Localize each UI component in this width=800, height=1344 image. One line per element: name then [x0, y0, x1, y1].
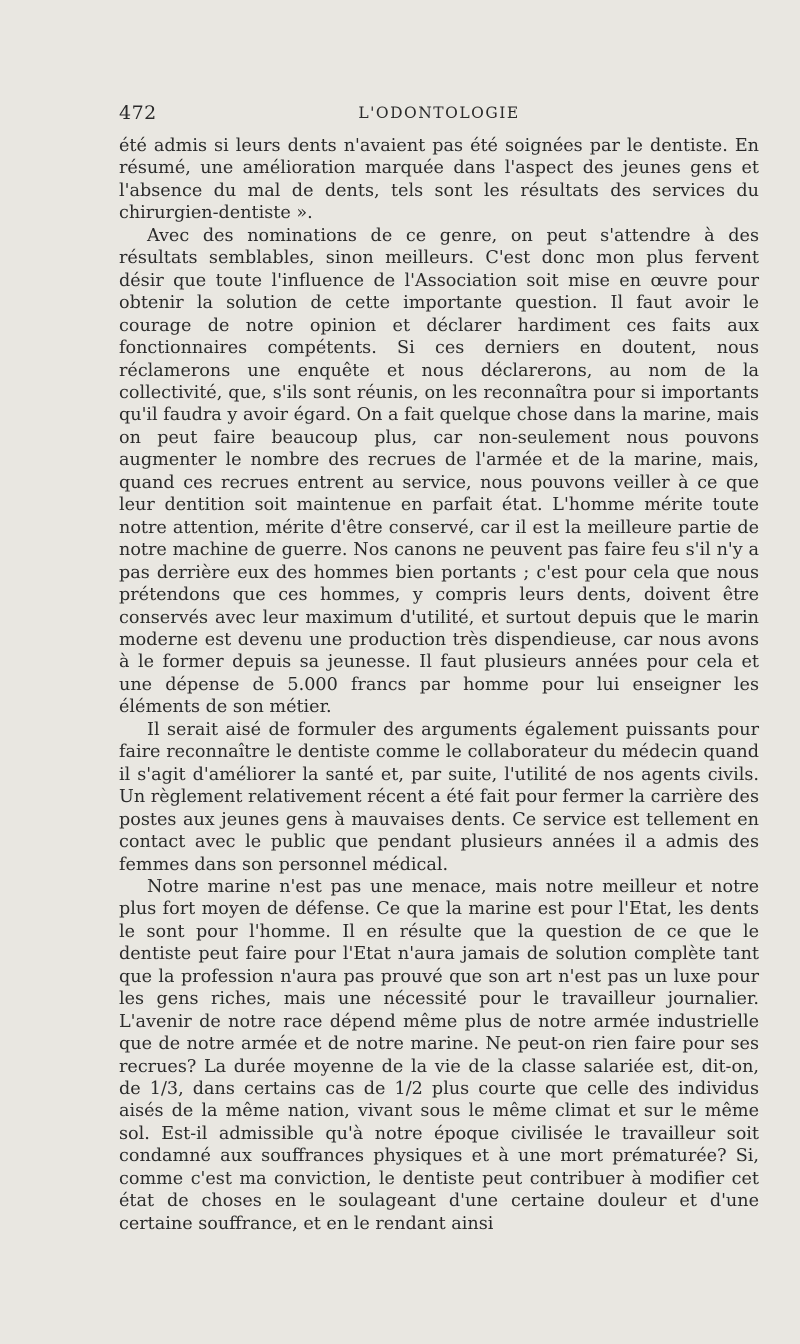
body-text — [119, 135, 759, 1235]
page-number: 472 — [119, 102, 157, 124]
paragraph: été admis si leurs dents n'avaient pas été soignées par le dentiste. En résumé, une amélioration marquée dans l'aspect des jeunes gens et l'absence du mal de dents, tels sont les résultats des services du chirurgien-dentiste ». — [119, 136, 759, 224]
paragraph: Il serait aisé de formuler des arguments également puissants pour faire reconnaître le dentiste comme le collaborateur du médecin quand il s'agit d'améliorer la santé et, par suite, l'utilité de nos agents civils. Un règlement relativement récent a été fait pour fermer la carrière des postes aux jeunes gens à mauvaises dents. Ce service est tellement en contact avec le public que pendant plusieurs années il a admis des femmes dans son personnel médical. — [119, 719, 759, 875]
paragraph: Notre marine n'est pas une menace, mais notre meilleur et notre plus fort moyen de défense. Ce que la marine est pour l'Etat, les dents le sont pour l'homme. Il en résulte que la question de ce que le dentiste peut faire pour l'Etat n'aura jamais de solution complète tant que la profession n'aura pas prouvé que son art n'est pas un luxe pour les gens riches, mais une nécessité pour le travailleur journalier. L'avenir de notre race dépend même plus de notre armée industrielle que de notre armée et de notre marine. Ne peut-on rien faire pour ses recrues? La durée moyenne de la vie de la classe salariée est, dit-on, de 1/3, dans certains cas de 1/2 plus courte que celle des individus aisés de la même nation, vivant sous le même climat et sur le même sol. Est-il admissible qu'à notre époque civilisée le travailleur soit condamné aux souffrances physiques et à une mort prématurée? Si, comme c'est ma conviction, le dentiste peut contribuer à modifier cet état de choses en le soulageant d'une certaine douleur et d'une certaine souffrance, et en le rendant ainsi — [119, 876, 759, 1234]
paragraph: Avec des nominations de ce genre, on peut s'attendre à des résultats semblables, sinon meilleurs. C'est donc mon plus fervent désir que toute l'influence de l'Association soit mise en œuvre pour obtenir la solution de cette importante question. Il faut avoir le courage de notre opinion et déclarer hardiment ces faits aux fonctionnaires compétents. Si ces derniers en doutent, nous réclamerons une enquête et nous déclarerons, au nom de la collectivité, que, s'ils sont réunis, on les reconnaîtra pour si importants qu'il faudra y avoir égard. On a fait quelque chose dans la marine, mais on peut faire beaucoup plus, car non-seulement nous pouvons augmenter le nombre des recrues de l'armée et de la marine, mais, quand ces recrues entrent au service, nous pouvons veiller à ce que leur dentition soit maintenue en parfait état. L'homme mérite toute notre attention, mérite d'être conservé, car il est la meilleure partie de notre machine de guerre. Nos canons ne peuvent pas faire feu s'il n'y a pas derrière eux des hommes bien portants ; c'est pour cela que nous prétendons que ces hommes, y compris leurs dents, doivent être conservés avec leur maximum d'utilité, et surtout depuis que le marin moderne est devenu une production très dispendieuse, car nous avons à le former depuis sa jeunesse. Il faut plusieurs années pour cela et une dépense de 5.000 francs par homme pour lui enseigner les éléments de son métier. — [119, 225, 759, 718]
running-title: L'ODONTOLOGIE — [358, 104, 520, 122]
page-header — [119, 102, 759, 128]
